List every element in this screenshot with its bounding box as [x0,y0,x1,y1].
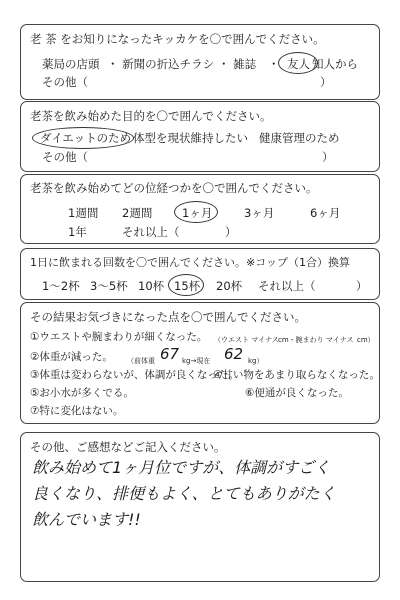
q3-option-1month[interactable]: 1ヶ月 [182,206,213,220]
q3-more-close: ） [225,225,237,239]
q4-option-10[interactable]: 10杯 [138,279,165,293]
q4-option-20[interactable]: 20杯 [216,279,243,293]
q2-option-health[interactable]: 健康管理のため [259,131,340,145]
q6-answer-line-2: 良くなり、排便もよく、とてもありがたく [32,484,336,503]
q1-option-magazine[interactable]: ・ 雑誌 [218,57,257,71]
q4-option-1-2[interactable]: 1～2杯 [42,279,80,293]
q4-option-3-5[interactable]: 3～5杯 [90,279,128,293]
q3-title: 老茶を飲み始めてどの位経つかを〇で囲んでください。 [30,181,318,195]
q6-answer-line-3: 飲んでいます!! [32,510,141,529]
q2-option-diet[interactable]: ダイエットのため [40,131,132,145]
q4-title: 1日に飲まれる回数を〇で囲んでください。※コップ（1合）換算 [30,256,350,269]
q5-item-bowel[interactable]: ⑥便通が良くなった。 [245,387,349,399]
q1-option-flyer[interactable]: ・ 新聞の折込チラシ [107,57,215,71]
section-comments [20,432,380,582]
q2-option-maintain[interactable]: 体型を現状維持したい [133,131,248,145]
q1-separator: ・ [268,57,280,71]
q6-answer-line-1: 飲み始めて1ヶ月位ですが、体調がすごく [32,458,331,477]
q1-other-label: その他（ [42,75,88,89]
q5-item-waist-cm2: cm） [357,336,375,344]
q5-item-waist-note: （ウエスト マイナス [214,336,279,344]
q5-item-weight-pre: （前体重 [127,357,155,365]
q3-option-1week[interactable]: 1週間 [68,206,99,220]
q4-option-15[interactable]: 15杯 [174,279,201,293]
q1-other-close: ） [320,75,332,89]
q3-option-3months[interactable]: 3ヶ月 [244,206,275,220]
q5-weight-before: 67 [160,345,180,363]
q5-item-sweets[interactable]: ④甘い物をあまり取らなくなった。 [213,369,380,381]
q5-item-no-change[interactable]: ⑦特に変化はない。 [30,405,124,417]
q5-item-weight[interactable]: ②体重が減った。 [30,351,113,363]
q3-option-1year[interactable]: 1年 [68,225,87,239]
q3-option-6months[interactable]: 6ヶ月 [310,206,341,220]
q5-weight-after: 62 [224,345,244,363]
q5-title: その結果お気づきになった点を〇で囲んでください。 [30,310,306,324]
q5-item-condition[interactable]: ③体重は変わらないが、体調が良くなった。 [30,369,239,381]
q5-item-urine[interactable]: ⑤お小水が多くでる。 [30,387,134,399]
q2-other-label: その他（ [42,150,88,164]
q1-option-acquaintance[interactable]: 知人から [312,57,358,71]
q5-item-waist-cm1: cm・腕まわり マイナス [278,336,354,344]
q5-item-weight-unit: kg） [248,357,264,365]
q2-other-close: ） [322,150,334,164]
q2-title: 老茶を飲み始めた目的を〇で囲んでください。 [30,109,272,123]
q3-option-2weeks[interactable]: 2週間 [122,206,153,220]
q4-more-close: ） [356,279,368,293]
q5-item-waist[interactable]: ①ウエストや腕まわりが細くなった。 [30,331,208,343]
q6-title: その他、ご感想などご記入ください。 [30,440,226,454]
q5-item-weight-mid: kg→現在 [182,357,211,365]
q1-title: 老 茶 をお知りになったキッカケを〇で囲んでください。 [30,32,325,46]
q4-option-more[interactable]: それ以上（ [258,279,316,293]
q1-option-friend[interactable]: 友人 [287,57,310,71]
q1-option-store[interactable]: 薬局の店頭 [42,57,100,71]
q3-option-more[interactable]: それ以上（ [122,225,180,239]
